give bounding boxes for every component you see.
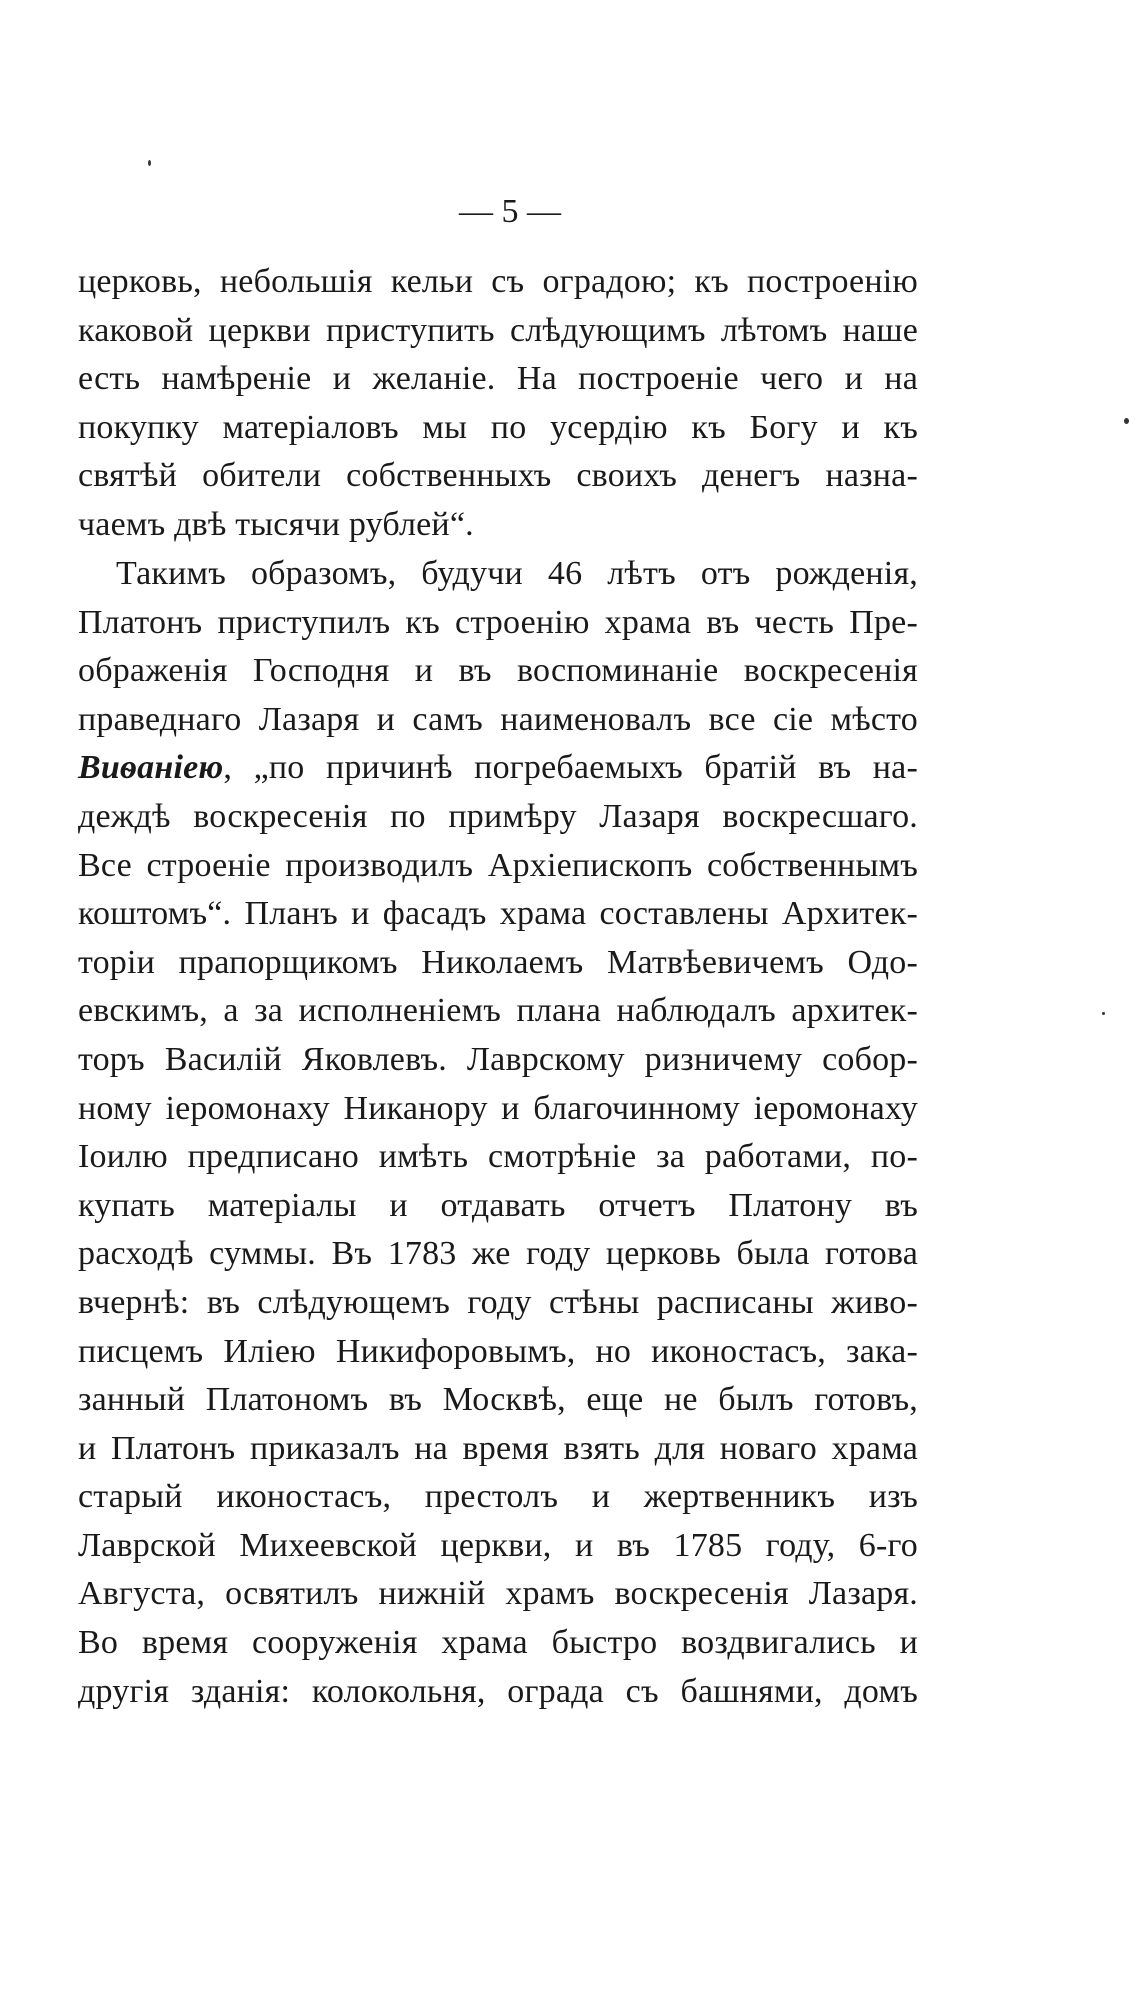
text-line: и Платонъ приказалъ на время взять для новаго храма — [78, 1429, 918, 1467]
text-line: покупку матеріаловъ мы по усердію къ Богу и къ — [78, 408, 918, 446]
italic-place-name: Виѳаніею — [78, 749, 224, 787]
text-line: деждѣ воскресенія по примѣру Лазаря воскресшаго. — [78, 797, 918, 835]
text-line: Іоилю предписано имѣть смотрѣніе за работами, по- — [78, 1138, 918, 1176]
text-line: евскимъ, а за исполненіемъ плана наблюдалъ архитек- — [78, 992, 918, 1030]
text-line: расходѣ суммы. Въ 1783 же году церковь была готова — [78, 1235, 918, 1273]
text-line: ному іеромонаху Никанору и благочинному іеромонаху — [78, 1089, 918, 1127]
text-line: ображенія Господня и въ воспоминаніе воскресенія — [78, 652, 918, 690]
ink-speck — [1124, 418, 1129, 424]
text-line: писцемъ Иліею Никифоровымъ, но иконостасъ, зака- — [78, 1332, 918, 1370]
text-line: святѣй обители собственныхъ своихъ денегъ назна- — [78, 457, 918, 495]
paragraph-1 — [78, 258, 918, 550]
text-line: Все строеніе производилъ Архіепископъ собственнымъ — [78, 846, 918, 884]
ink-speck — [1102, 1012, 1105, 1015]
text-line-rest: , „по причинѣ погребаемыхъ братій въ на- — [223, 749, 918, 787]
text-line: занный Платономъ въ Москвѣ, еще не былъ готовъ, — [78, 1381, 918, 1419]
text-line: есть намѣреніе и желаніе. На построеніе чего и на — [78, 360, 918, 398]
text-line: коштомъ“. Планъ и фасадъ храма составлены Архитек- — [78, 895, 918, 933]
text-line-with-italic — [78, 744, 918, 793]
text-line: другія зданія: колокольня, ограда съ башнями, домъ — [78, 1672, 918, 1710]
text-line: купать матеріалы и отдавать отчетъ Платону въ — [78, 1186, 918, 1224]
text-line: старый иконостасъ, престолъ и жертвенникъ изъ — [78, 1478, 918, 1516]
text-line: торіи прапорщикомъ Николаемъ Матвѣевичемъ Одо- — [78, 943, 918, 981]
text-line: праведнаго Лазаря и самъ наименовалъ все сіе мѣсто — [78, 700, 918, 738]
text-line: Во время сооруженія храма быстро воздвигались и — [78, 1624, 918, 1662]
text-line: Платонъ приступилъ къ строенію храма въ честь Пре- — [78, 603, 918, 641]
text-line: торъ Василій Яковлевъ. Лаврскому ризничему собор- — [78, 1040, 918, 1078]
ink-speck — [148, 160, 151, 166]
text-line: церковь, небольшія кельи съ оградою; къ построенію — [78, 263, 918, 300]
text-line: Лаврской Михеевской церкви, и въ 1785 году, 6-го — [78, 1526, 918, 1564]
text-line: Такимъ образомъ, будучи 46 лѣтъ отъ рожденія, — [116, 555, 918, 592]
text-line: Августа, освятилъ нижній храмъ воскресенія Лазаря. — [78, 1575, 918, 1613]
text-line: вчернѣ: въ слѣдующемъ году стѣны расписаны живо- — [78, 1283, 918, 1321]
paragraph-2 — [78, 550, 918, 1716]
text-line: чаемъ двѣ тысячи рублей“. — [78, 505, 474, 543]
page-number: — 5 — — [459, 193, 561, 230]
text-line: каковой церкви приступить слѣдующимъ лѣтомъ наше — [78, 311, 918, 349]
